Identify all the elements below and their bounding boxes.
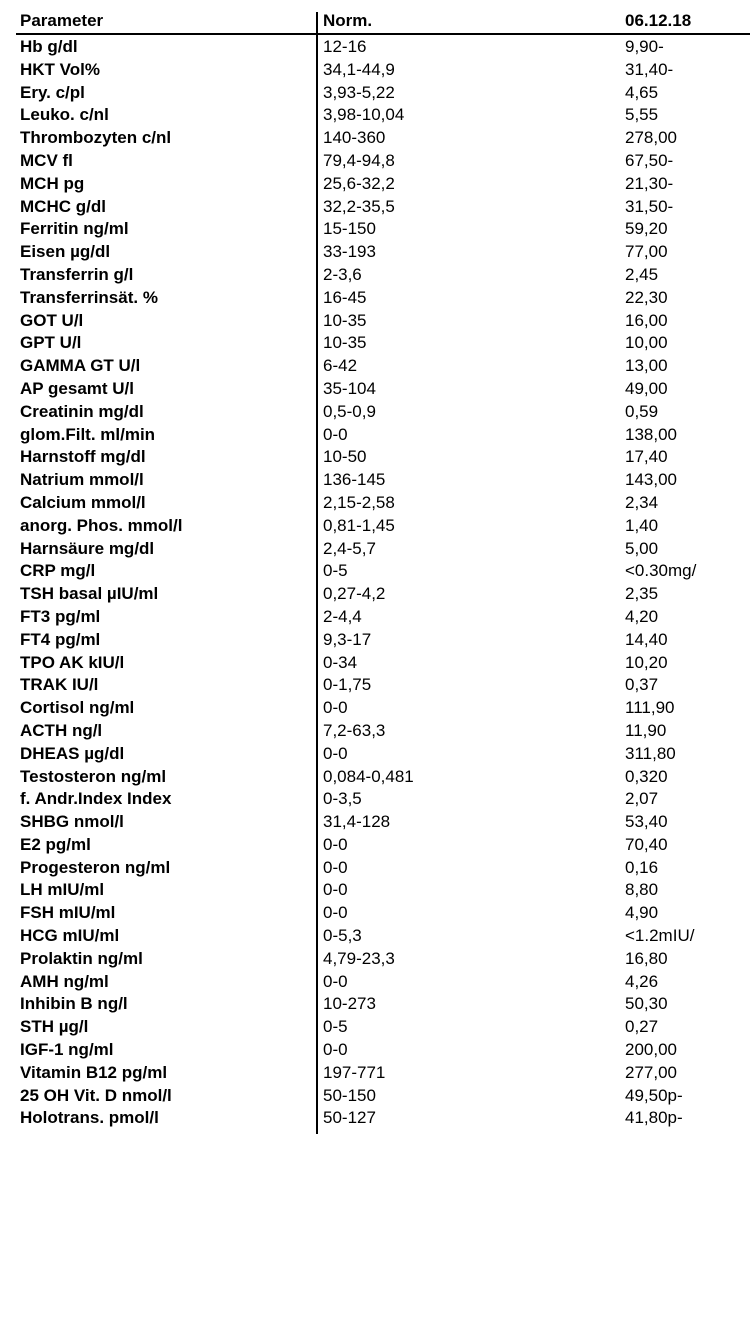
norm-cell: 79,4-94,8 [323, 150, 395, 170]
value-cell: 2,07 [625, 789, 659, 809]
norm-cell: 10-35 [323, 310, 367, 330]
table-row [0, 879, 750, 902]
table-row [0, 857, 750, 880]
norm-cell: 136-145 [323, 470, 386, 490]
value-cell: 278,00 [625, 128, 677, 148]
value-cell: 8,80 [625, 880, 659, 900]
table-row [0, 218, 750, 241]
parameter-cell: Progesteron ng/ml [20, 857, 171, 877]
norm-cell: 0,81-1,45 [323, 515, 395, 535]
value-cell: 41,80p- [625, 1108, 683, 1128]
norm-cell: 7,2-63,3 [323, 720, 386, 740]
parameter-cell: TPO AK kIU/l [20, 652, 125, 672]
value-cell: 111,90 [625, 698, 675, 718]
parameter-cell: TSH basal µIU/ml [20, 584, 159, 604]
norm-cell: 4,79-23,3 [323, 948, 395, 968]
value-cell: 0,37 [625, 675, 659, 695]
norm-cell: 2,15-2,58 [323, 492, 395, 512]
value-cell: 10,00 [625, 333, 668, 353]
parameter-cell: SHBG nmol/l [20, 812, 124, 832]
table-row [0, 674, 750, 697]
value-cell: 53,40 [625, 812, 668, 832]
value-cell: 277,00 [625, 1062, 677, 1082]
parameter-cell: MCHC g/dl [20, 196, 106, 216]
norm-cell: 10-35 [323, 333, 367, 353]
value-cell: 21,30- [625, 173, 674, 193]
norm-cell: 35-104 [323, 378, 376, 398]
norm-cell: 34,1-44,9 [323, 59, 395, 79]
table-row [0, 378, 750, 401]
norm-cell: 0-0 [323, 903, 348, 923]
norm-cell: 0,084-0,481 [323, 766, 414, 786]
parameter-cell: 25 OH Vit. D nmol/l [20, 1085, 172, 1105]
value-cell: 67,50- [625, 150, 674, 170]
table-row [0, 401, 750, 424]
value-cell: 11,90 [625, 720, 667, 740]
table-row [0, 355, 750, 378]
value-cell: 2,45 [625, 264, 659, 284]
parameter-cell: Cortisol ng/ml [20, 698, 135, 718]
value-cell: 200,00 [625, 1040, 677, 1060]
value-cell: 143,00 [625, 470, 677, 490]
value-cell: 49,00 [625, 378, 668, 398]
parameter-cell: LH mIU/ml [20, 880, 105, 900]
table-row [0, 1062, 750, 1085]
table-row [0, 583, 750, 606]
norm-cell: 9,3-17 [323, 629, 372, 649]
table-row [0, 332, 750, 355]
table-row [0, 446, 750, 469]
table-header [0, 0, 750, 30]
norm-cell: 2,4-5,7 [323, 538, 376, 558]
table-row [0, 834, 750, 857]
table-row [0, 811, 750, 834]
parameter-cell: Transferrinsät. % [20, 287, 158, 307]
norm-cell: 32,2-35,5 [323, 196, 395, 216]
table-row [0, 720, 750, 743]
table-row [0, 560, 750, 583]
parameter-cell: Creatinin mg/dl [20, 401, 144, 421]
table-row [0, 424, 750, 447]
parameter-cell: Ery. c/pl [20, 82, 85, 102]
value-cell: 16,00 [625, 310, 668, 330]
value-cell: 31,40- [625, 59, 674, 79]
table-body [0, 36, 750, 1130]
value-cell: 49,50p- [625, 1085, 683, 1105]
table-row [0, 948, 750, 971]
norm-cell: 3,93-5,22 [323, 82, 395, 102]
norm-cell: 0-5 [323, 561, 348, 581]
norm-cell: 0,27-4,2 [323, 584, 386, 604]
value-cell: <0.30mg/ [625, 561, 697, 581]
norm-cell: 0-5,3 [323, 926, 362, 946]
norm-cell: 0-0 [323, 1040, 348, 1060]
parameter-cell: GOT U/l [20, 310, 84, 330]
parameter-cell: Ferritin ng/ml [20, 219, 129, 239]
parameter-cell: DHEAS µg/dl [20, 743, 125, 763]
table-row [0, 196, 750, 219]
norm-cell: 33-193 [323, 242, 376, 262]
parameter-cell: HKT Vol% [20, 59, 100, 79]
norm-cell: 10-273 [323, 994, 376, 1014]
table-row [0, 36, 750, 59]
table-row [0, 1016, 750, 1039]
parameter-cell: GAMMA GT U/l [20, 356, 141, 376]
header-norm: Norm. [323, 11, 373, 30]
norm-cell: 0-0 [323, 880, 348, 900]
table-row [0, 697, 750, 720]
parameter-cell: CRP mg/l [20, 561, 96, 581]
parameter-cell: Harnstoff mg/dl [20, 447, 146, 467]
value-cell: 311,80 [625, 743, 676, 763]
value-cell: 5,55 [625, 105, 659, 125]
table-row [0, 1085, 750, 1108]
norm-cell: 0,5-0,9 [323, 401, 376, 421]
table-row [0, 287, 750, 310]
parameter-cell: anorg. Phos. mmol/l [20, 515, 183, 535]
parameter-cell: MCH pg [20, 173, 85, 193]
parameter-cell: FSH mIU/ml [20, 903, 116, 923]
value-cell: 13,00 [625, 356, 668, 376]
value-cell: 10,20 [625, 652, 668, 672]
parameter-cell: Transferrin g/l [20, 264, 134, 284]
table-row [0, 925, 750, 948]
table-row [0, 150, 750, 173]
parameter-cell: Harnsäure mg/dl [20, 538, 155, 558]
value-cell: 0,320 [625, 766, 668, 786]
norm-cell: 0-0 [323, 834, 348, 854]
value-cell: 9,90- [625, 37, 664, 56]
value-cell: 59,20 [625, 219, 668, 239]
table-row [0, 492, 750, 515]
table-row [0, 993, 750, 1016]
parameter-cell: FT4 pg/ml [20, 629, 101, 649]
norm-cell: 0-3,5 [323, 789, 362, 809]
parameter-cell: FT3 pg/ml [20, 606, 101, 626]
value-cell: 138,00 [625, 424, 677, 444]
table-row [0, 766, 750, 789]
norm-cell: 0-0 [323, 857, 348, 877]
norm-cell: 31,4-128 [323, 812, 391, 832]
norm-cell: 6-42 [323, 356, 358, 376]
value-cell: 0,16 [625, 857, 659, 877]
norm-cell: 0-34 [323, 652, 358, 672]
value-cell: 17,40 [625, 447, 668, 467]
value-cell: 4,26 [625, 971, 659, 991]
parameter-cell: ACTH ng/l [20, 720, 103, 740]
norm-cell: 50-127 [323, 1108, 376, 1128]
norm-cell: 140-360 [323, 128, 386, 148]
value-cell: 2,34 [625, 492, 659, 512]
table-row [0, 59, 750, 82]
value-cell: 31,50- [625, 196, 674, 216]
table-row [0, 788, 750, 811]
value-cell: 50,30 [625, 994, 668, 1014]
value-cell: 22,30 [625, 287, 668, 307]
header-parameter: Parameter [20, 11, 104, 30]
value-cell: 0,27 [625, 1017, 659, 1037]
parameter-cell: Natrium mmol/l [20, 470, 144, 490]
norm-cell: 0-1,75 [323, 675, 372, 695]
norm-cell: 25,6-32,2 [323, 173, 395, 193]
table-row [0, 241, 750, 264]
norm-cell: 0-0 [323, 698, 348, 718]
table-row [0, 743, 750, 766]
parameter-cell: HCG mIU/ml [20, 926, 120, 946]
table-row [0, 104, 750, 127]
parameter-cell: GPT U/l [20, 333, 82, 353]
parameter-cell: TRAK IU/l [20, 675, 99, 695]
table-row [0, 1107, 750, 1130]
norm-cell: 0-0 [323, 424, 348, 444]
norm-cell: 0-0 [323, 971, 348, 991]
header-divider [16, 33, 750, 35]
table-row [0, 902, 750, 925]
value-cell: 77,00 [625, 242, 668, 262]
table-row [0, 515, 750, 538]
table-row [0, 469, 750, 492]
table-row [0, 629, 750, 652]
value-cell: 70,40 [625, 834, 668, 854]
parameter-cell: IGF-1 ng/ml [20, 1040, 114, 1060]
norm-cell: 3,98-10,04 [323, 105, 405, 125]
table-row [0, 264, 750, 287]
table-row [0, 173, 750, 196]
parameter-cell: AMH ng/ml [20, 971, 109, 991]
parameter-cell: Inhibin B ng/l [20, 994, 128, 1014]
value-cell: 4,90 [625, 903, 659, 923]
norm-cell: 12-16 [323, 37, 367, 56]
table-row [0, 310, 750, 333]
norm-cell: 10-50 [323, 447, 367, 467]
table-row [0, 538, 750, 561]
parameter-cell: Holotrans. pmol/l [20, 1108, 159, 1128]
parameter-cell: MCV fl [20, 150, 73, 170]
parameter-cell: Thrombozyten c/nl [20, 128, 172, 148]
parameter-cell: Prolaktin ng/ml [20, 948, 143, 968]
value-cell: <1.2mIU/ [625, 926, 695, 946]
parameter-cell: Hb g/dl [20, 37, 78, 56]
table-row [0, 971, 750, 994]
table-row [0, 127, 750, 150]
norm-cell: 0-0 [323, 743, 348, 763]
table-row [0, 652, 750, 675]
parameter-cell: f. Andr.Index Index [20, 789, 172, 809]
table-row [0, 1039, 750, 1062]
value-cell: 16,80 [625, 948, 668, 968]
value-cell: 4,65 [625, 82, 659, 102]
parameter-cell: glom.Filt. ml/min [20, 424, 156, 444]
parameter-cell: Testosteron ng/ml [20, 766, 167, 786]
value-cell: 14,40 [625, 629, 668, 649]
header-date: 06.12.18 [625, 11, 692, 30]
parameter-cell: Eisen µg/dl [20, 242, 111, 262]
parameter-cell: Vitamin B12 pg/ml [20, 1062, 168, 1082]
parameter-cell: Calcium mmol/l [20, 492, 146, 512]
parameter-cell: STH µg/l [20, 1017, 89, 1037]
value-cell: 1,40 [625, 515, 659, 535]
norm-cell: 2-4,4 [323, 606, 362, 626]
norm-cell: 2-3,6 [323, 264, 362, 284]
norm-cell: 15-150 [323, 219, 376, 239]
table-row [0, 606, 750, 629]
norm-cell: 50-150 [323, 1085, 376, 1105]
table-row [0, 82, 750, 105]
value-cell: 2,35 [625, 584, 659, 604]
value-cell: 4,20 [625, 606, 659, 626]
parameter-cell: Leuko. c/nl [20, 105, 109, 125]
value-cell: 0,59 [625, 401, 659, 421]
norm-cell: 16-45 [323, 287, 367, 307]
value-cell: 5,00 [625, 538, 659, 558]
norm-cell: 0-5 [323, 1017, 348, 1037]
parameter-cell: E2 pg/ml [20, 834, 91, 854]
norm-cell: 197-771 [323, 1062, 386, 1082]
parameter-cell: AP gesamt U/l [20, 378, 135, 398]
